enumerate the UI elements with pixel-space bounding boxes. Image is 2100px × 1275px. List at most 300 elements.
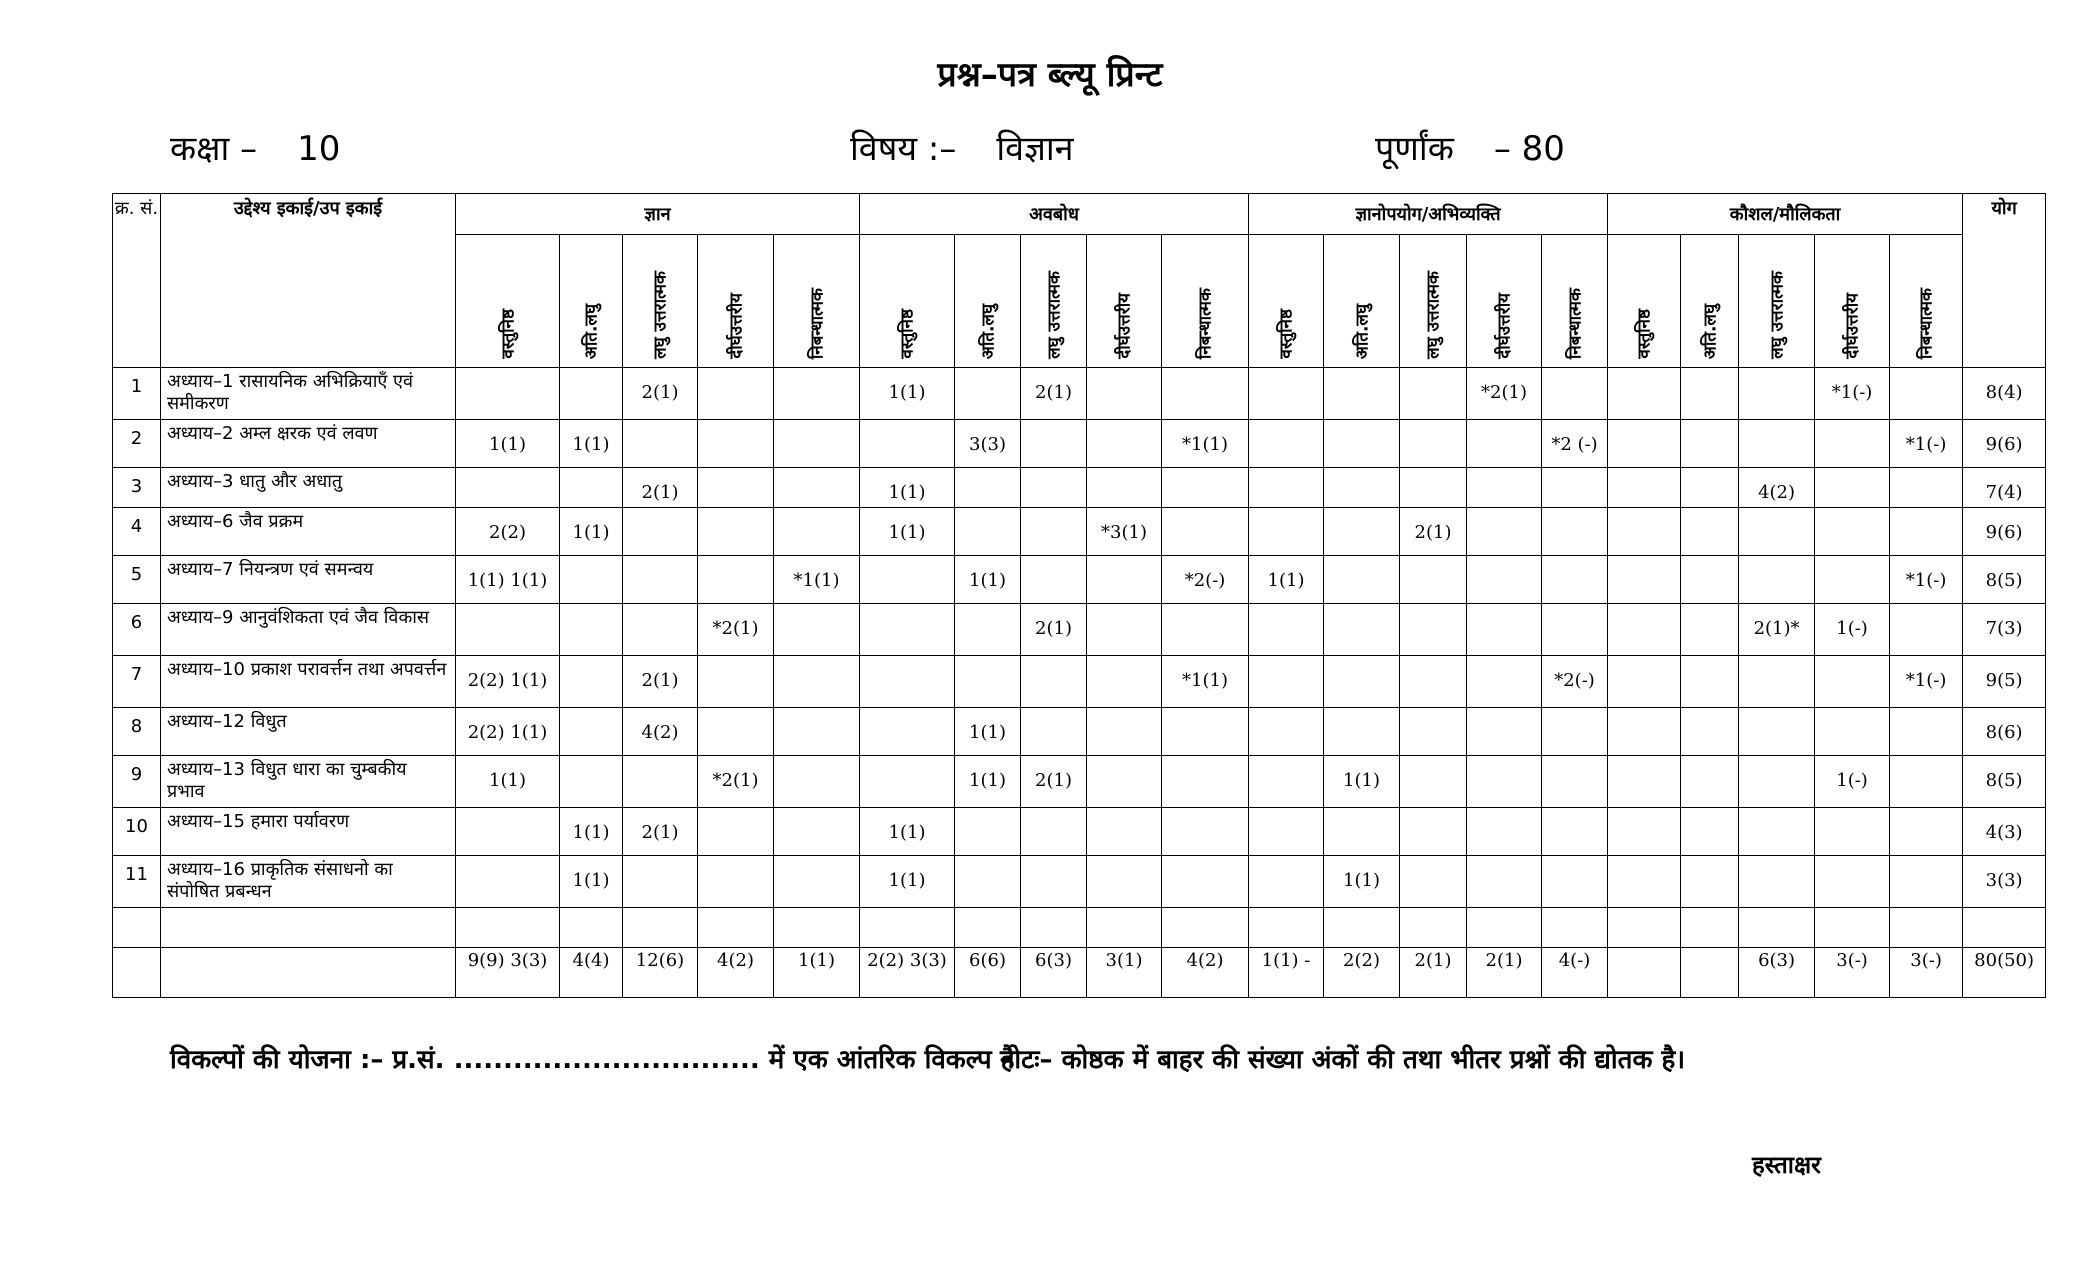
mark-cell [1324, 468, 1400, 508]
mark-cell: 1(1) [560, 808, 623, 856]
mark-cell [774, 756, 860, 808]
mark-cell [1324, 656, 1400, 708]
mark-cell: 2(1) [1021, 604, 1087, 656]
mark-cell [1400, 468, 1467, 508]
mark-cell [1324, 808, 1400, 856]
mark-cell [774, 420, 860, 468]
mark-cell [860, 656, 955, 708]
mark-cell [1739, 368, 1815, 420]
mark-cell: 1(1) [456, 756, 560, 808]
mark-cell [456, 604, 560, 656]
mark-cell [1087, 656, 1162, 708]
mark-cell: *1(1) [1162, 656, 1249, 708]
subcolumn-header [1467, 235, 1542, 368]
mark-cell [1467, 604, 1542, 656]
row-topic: अध्याय–13 विधुत धारा का चुम्बकीय प्रभाव [161, 756, 456, 808]
empty-cell [955, 908, 1021, 948]
mark-cell [1087, 708, 1162, 756]
mark-cell [1608, 420, 1681, 468]
row-serial: 4 [113, 508, 161, 556]
mark-cell [698, 856, 774, 908]
mark-cell [1162, 508, 1249, 556]
mark-cell [955, 604, 1021, 656]
mark-cell [698, 556, 774, 604]
mark-cell [1324, 368, 1400, 420]
subcolumn-header [1890, 235, 1963, 368]
subcolumn-label: अति.लघु [1700, 303, 1721, 359]
column-total: 2(1) [1467, 948, 1542, 998]
empty-cell [113, 908, 161, 948]
mark-cell [1739, 556, 1815, 604]
mark-cell: 2(1) [623, 808, 698, 856]
group-header-application: ज्ञानोपयोग/अभिव्यक्ति [1249, 194, 1608, 235]
mark-cell: *1(1) [774, 556, 860, 604]
mark-cell: 4(2) [623, 708, 698, 756]
mark-cell: 2(1) [623, 368, 698, 420]
mark-cell: *2(1) [1467, 368, 1542, 420]
column-total: 4(2) [698, 948, 774, 998]
sn-header: क्र. सं. [113, 194, 161, 368]
group-header-understanding: अवबोध [860, 194, 1249, 235]
mark-cell [1608, 756, 1681, 808]
mark-cell [955, 508, 1021, 556]
mark-cell [1608, 368, 1681, 420]
empty-cell [774, 908, 860, 948]
mark-cell [1890, 808, 1963, 856]
mark-cell [1542, 508, 1608, 556]
empty-cell [1400, 908, 1467, 948]
empty-cell [1608, 908, 1681, 948]
mark-cell [1249, 756, 1324, 808]
mark-cell [1608, 856, 1681, 908]
mark-cell [1400, 604, 1467, 656]
empty-cell [113, 948, 161, 998]
row-topic: अध्याय–6 जैव प्रक्रम [161, 508, 456, 556]
marks-value: – 80 [1493, 129, 1565, 169]
mark-cell [1542, 708, 1608, 756]
mark-cell [774, 468, 860, 508]
mark-cell [1087, 420, 1162, 468]
mark-cell [1890, 708, 1963, 756]
mark-cell [774, 508, 860, 556]
mark-cell [1681, 656, 1739, 708]
mark-cell [456, 856, 560, 908]
mark-cell [1467, 468, 1542, 508]
mark-cell [1815, 856, 1890, 908]
subcolumn-label: दीर्घउत्तरीय [1114, 293, 1135, 359]
column-total: 2(2) [1324, 948, 1400, 998]
mark-cell: 1(1) [860, 508, 955, 556]
mark-cell [1021, 656, 1087, 708]
mark-cell [1021, 708, 1087, 756]
mark-cell [1324, 556, 1400, 604]
row-total: 9(6) [1963, 420, 2046, 468]
subcolumn-label: वस्तुनिष्ठ [498, 309, 518, 359]
subcolumn-label: लघु उत्तरात्मक [1423, 271, 1444, 359]
mark-cell: *3(1) [1087, 508, 1162, 556]
mark-cell [560, 756, 623, 808]
mark-cell: 3(3) [955, 420, 1021, 468]
mark-cell [560, 368, 623, 420]
subcolumn-label: लघु उत्तरात्मक [1767, 271, 1788, 359]
mark-cell [1249, 656, 1324, 708]
subcolumn-header [1739, 235, 1815, 368]
mark-cell [1739, 708, 1815, 756]
table-row [113, 656, 2046, 708]
blueprint-body [113, 368, 2046, 998]
class-value: 10 [297, 129, 341, 169]
mark-cell [1249, 368, 1324, 420]
mark-cell [1324, 708, 1400, 756]
row-serial: 11 [113, 856, 161, 908]
mark-cell: 4(2) [1739, 468, 1815, 508]
row-total: 7(4) [1963, 468, 2046, 508]
table-row [113, 604, 2046, 656]
mark-cell [1400, 420, 1467, 468]
mark-cell [1324, 604, 1400, 656]
mark-cell [1467, 420, 1542, 468]
empty-cell [1087, 908, 1162, 948]
subcolumn-label: दीर्घउत्तरीय [726, 293, 746, 359]
mark-cell [1681, 856, 1739, 908]
mark-cell [1681, 368, 1739, 420]
subcolumn-header [698, 235, 774, 368]
column-total: 2(1) [1400, 948, 1467, 998]
mark-cell [1400, 656, 1467, 708]
column-total: 12(6) [623, 948, 698, 998]
blueprint-table [112, 193, 2046, 998]
mark-cell [1542, 368, 1608, 420]
grand-total: 80(50) [1963, 948, 2046, 998]
subcolumn-label: लघु उत्तरात्मक [650, 271, 671, 359]
mark-cell [860, 708, 955, 756]
mark-cell [560, 604, 623, 656]
mark-cell [1608, 556, 1681, 604]
empty-cell [161, 948, 456, 998]
mark-cell [1400, 856, 1467, 908]
mark-cell: *2 (-) [1542, 420, 1608, 468]
mark-cell [1021, 508, 1087, 556]
empty-cell [1681, 908, 1739, 948]
mark-cell: 1(1) [1324, 856, 1400, 908]
mark-cell: 1(1) [560, 856, 623, 908]
mark-cell [774, 656, 860, 708]
column-total: 3(-) [1890, 948, 1963, 998]
mark-cell [955, 656, 1021, 708]
column-total [1681, 948, 1739, 998]
mark-cell [1087, 604, 1162, 656]
table-row [113, 420, 2046, 468]
row-topic: अध्याय–16 प्राकृतिक संसाधनो का संपोषित प्रबन्धन [161, 856, 456, 908]
subcolumn-header [860, 235, 955, 368]
mark-cell [1467, 708, 1542, 756]
total-marks-info [1375, 124, 1565, 170]
row-serial: 9 [113, 756, 161, 808]
mark-cell: 2(1) [623, 656, 698, 708]
mark-cell: *2(-) [1542, 656, 1608, 708]
table-row [113, 756, 2046, 808]
mark-cell [1162, 368, 1249, 420]
subcolumn-header [1815, 235, 1890, 368]
mark-cell [1815, 468, 1890, 508]
mark-cell [1815, 420, 1890, 468]
mark-cell: 1(-) [1815, 756, 1890, 808]
group-header-knowledge: ज्ञान [456, 194, 860, 235]
subcolumn-label: अति.लघु [978, 303, 999, 359]
row-serial: 5 [113, 556, 161, 604]
mark-cell [774, 604, 860, 656]
row-topic: अध्याय–15 हमारा पर्यावरण [161, 808, 456, 856]
row-topic: अध्याय–7 नियन्त्रण एवं समन्वय [161, 556, 456, 604]
mark-cell [1608, 468, 1681, 508]
subcolumn-header [774, 235, 860, 368]
subcolumn-header [1608, 235, 1681, 368]
mark-cell: *1(-) [1890, 420, 1963, 468]
mark-cell [1542, 468, 1608, 508]
mark-cell [1249, 856, 1324, 908]
empty-cell [1467, 908, 1542, 948]
mark-cell [955, 468, 1021, 508]
mark-cell [1467, 808, 1542, 856]
subcolumn-label: वस्तुनिष्ठ [1634, 309, 1655, 359]
table-row [113, 556, 2046, 604]
mark-cell [1608, 708, 1681, 756]
mark-cell: *2(-) [1162, 556, 1249, 604]
row-total: 9(6) [1963, 508, 2046, 556]
mark-cell [623, 420, 698, 468]
subcolumn-header [955, 235, 1021, 368]
mark-cell [456, 368, 560, 420]
subcolumn-label: दीर्घउत्तरीय [1494, 293, 1515, 359]
row-total: 8(6) [1963, 708, 2046, 756]
mark-cell [1739, 756, 1815, 808]
row-serial: 3 [113, 468, 161, 508]
subject-value: विज्ञान [996, 129, 1074, 169]
mark-cell [1681, 420, 1739, 468]
mark-cell: *2(1) [698, 756, 774, 808]
row-total: 4(3) [1963, 808, 2046, 856]
mark-cell: 1(1) [860, 368, 955, 420]
mark-cell: 1(1) [955, 756, 1021, 808]
column-total: 1(1) - [1249, 948, 1324, 998]
column-total: 4(-) [1542, 948, 1608, 998]
subcolumn-header [1324, 235, 1400, 368]
mark-cell [1249, 468, 1324, 508]
mark-cell [1681, 468, 1739, 508]
mark-cell [698, 656, 774, 708]
subcolumn-label: वस्तुनिष्ठ [897, 309, 918, 359]
group-header-skill: कौशल/मौलिकता [1608, 194, 1963, 235]
mark-cell: 1(1) [1249, 556, 1324, 604]
table-row [113, 708, 2046, 756]
mark-cell: *1(-) [1890, 656, 1963, 708]
mark-cell [1739, 508, 1815, 556]
subcolumn-header [1249, 235, 1324, 368]
column-total: 3(1) [1087, 948, 1162, 998]
mark-cell [1467, 756, 1542, 808]
mark-cell: *1(-) [1890, 556, 1963, 604]
mark-cell [1815, 808, 1890, 856]
mark-cell: *2(1) [698, 604, 774, 656]
signature-label: हस्ताक्षर [1752, 1151, 1821, 1179]
mark-cell [1542, 756, 1608, 808]
subject-info [850, 124, 1074, 170]
mark-cell [1608, 808, 1681, 856]
mark-cell: *1(-) [1815, 368, 1890, 420]
subject-label: विषय :– [850, 129, 957, 169]
empty-cell [1739, 908, 1815, 948]
mark-cell [1467, 508, 1542, 556]
mark-cell [1739, 656, 1815, 708]
mark-cell [1400, 556, 1467, 604]
mark-cell [774, 808, 860, 856]
mark-cell: 1(1) [860, 856, 955, 908]
marks-label: पूर्णांक [1375, 129, 1454, 169]
mark-cell: 2(2) 1(1) [456, 656, 560, 708]
mark-cell [1815, 656, 1890, 708]
mark-cell [955, 808, 1021, 856]
empty-cell [161, 908, 456, 948]
subcolumn-header [560, 235, 623, 368]
empty-cell [860, 908, 955, 948]
column-total: 3(-) [1815, 948, 1890, 998]
mark-cell [1087, 756, 1162, 808]
mark-cell: 1(-) [1815, 604, 1890, 656]
row-total: 9(5) [1963, 656, 2046, 708]
mark-cell [1249, 708, 1324, 756]
subcolumn-label: लघु उत्तरात्मक [1044, 271, 1065, 359]
row-serial: 2 [113, 420, 161, 468]
mark-cell [1021, 556, 1087, 604]
topic-header: उद्देश्य इकाई/उप इकाई [161, 194, 456, 368]
mark-cell [1021, 468, 1087, 508]
column-total: 9(9) 3(3) [456, 948, 560, 998]
subcolumn-label: दीर्घउत्तरीय [1842, 293, 1863, 359]
mark-cell [1608, 604, 1681, 656]
mark-cell [1400, 808, 1467, 856]
mark-cell [560, 656, 623, 708]
row-topic: अध्याय–1 रासायनिक अभिक्रियाएँ एवं समीकरण [161, 368, 456, 420]
mark-cell [623, 604, 698, 656]
mark-cell [1890, 508, 1963, 556]
mark-cell: 1(1) [860, 468, 955, 508]
mark-cell [1087, 468, 1162, 508]
mark-cell [1681, 756, 1739, 808]
blank-row [113, 908, 2046, 948]
table-row [113, 468, 2046, 508]
mark-cell [1467, 856, 1542, 908]
subcolumn-label: निबन्धात्मक [1565, 287, 1586, 359]
mark-cell [698, 368, 774, 420]
mark-cell [560, 708, 623, 756]
mark-cell [698, 808, 774, 856]
options-scheme: विकल्पों की योजना :– प्र.सं. ............................... में एक आंतरिक विकल्प है [170, 1045, 1015, 1075]
mark-cell [1542, 808, 1608, 856]
mark-cell [623, 508, 698, 556]
mark-cell [623, 556, 698, 604]
mark-cell [1739, 420, 1815, 468]
mark-cell [1681, 508, 1739, 556]
row-serial: 10 [113, 808, 161, 856]
mark-cell [1249, 420, 1324, 468]
mark-cell [1021, 808, 1087, 856]
subcolumn-header [1087, 235, 1162, 368]
row-serial: 6 [113, 604, 161, 656]
empty-cell [1890, 908, 1963, 948]
mark-cell [1162, 756, 1249, 808]
page-title: प्रश्न–पत्र ब्ल्यू प्रिन्ट [937, 55, 1163, 95]
mark-cell [955, 856, 1021, 908]
row-topic: अध्याय–3 धातु और अधातु [161, 468, 456, 508]
mark-cell [1815, 708, 1890, 756]
subcolumn-label: निबन्धात्मक [807, 287, 827, 359]
mark-cell: 1(1) [560, 508, 623, 556]
subcolumn-label: अति.लघु [1352, 303, 1373, 359]
mark-cell [1608, 508, 1681, 556]
empty-cell [1815, 908, 1890, 948]
mark-cell [456, 808, 560, 856]
mark-cell: *1(1) [1162, 420, 1249, 468]
mark-cell [1542, 604, 1608, 656]
empty-cell [623, 908, 698, 948]
mark-cell [1890, 468, 1963, 508]
empty-cell [1162, 908, 1249, 948]
empty-cell [560, 908, 623, 948]
mark-cell [1739, 856, 1815, 908]
mark-cell [1542, 856, 1608, 908]
mark-cell [1162, 808, 1249, 856]
mark-cell: 1(1) [456, 420, 560, 468]
subcolumn-header [623, 235, 698, 368]
mark-cell [1249, 604, 1324, 656]
mark-cell [1815, 508, 1890, 556]
mark-cell: 1(1) [955, 708, 1021, 756]
mark-cell [1087, 808, 1162, 856]
column-total: 6(3) [1021, 948, 1087, 998]
mark-cell [1400, 756, 1467, 808]
row-total: 8(4) [1963, 368, 2046, 420]
mark-cell [860, 756, 955, 808]
total-header: योग [1963, 194, 2046, 368]
table-row [113, 808, 2046, 856]
mark-cell [1400, 708, 1467, 756]
mark-cell [860, 556, 955, 604]
mark-cell [1681, 808, 1739, 856]
column-total [1608, 948, 1681, 998]
mark-cell [955, 368, 1021, 420]
row-total: 7(3) [1963, 604, 2046, 656]
mark-cell [1249, 808, 1324, 856]
mark-cell [1681, 556, 1739, 604]
row-total: 3(3) [1963, 856, 2046, 908]
mark-cell [1087, 856, 1162, 908]
mark-cell [456, 468, 560, 508]
subcolumn-header [1681, 235, 1739, 368]
mark-cell [1162, 856, 1249, 908]
empty-cell [1249, 908, 1324, 948]
mark-cell [774, 856, 860, 908]
bracket-note: नोटः– कोष्ठक में बाहर की संख्या अंकों की तथा भीतर प्रश्नों की द्योतक है। [1000, 1045, 1686, 1075]
empty-cell [456, 908, 560, 948]
column-total: 4(4) [560, 948, 623, 998]
subcolumn-label: निबन्धात्मक [1195, 287, 1216, 359]
mark-cell [1021, 856, 1087, 908]
mark-cell: 1(1) [1324, 756, 1400, 808]
mark-cell [1542, 556, 1608, 604]
row-serial: 1 [113, 368, 161, 420]
subcolumn-label: निबन्धात्मक [1916, 287, 1937, 359]
mark-cell [698, 420, 774, 468]
